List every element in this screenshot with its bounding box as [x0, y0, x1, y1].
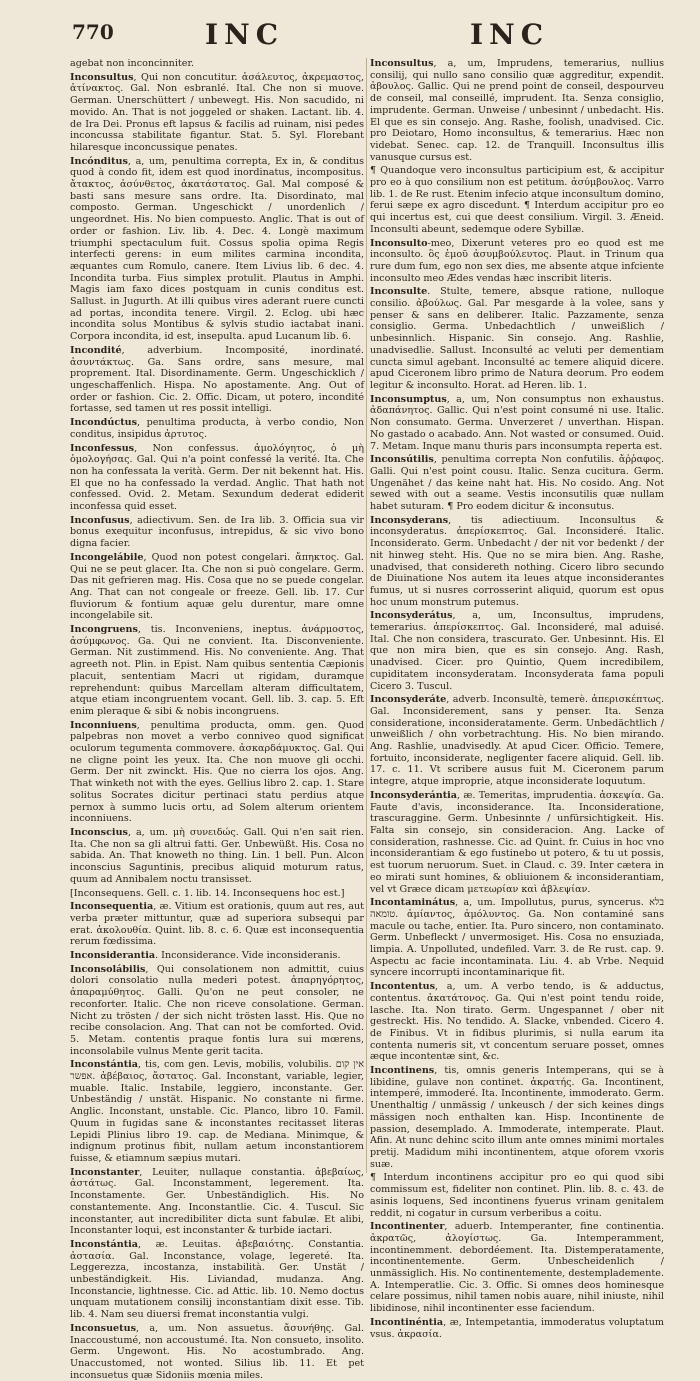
entry-text: , æ. Vitium est orationis, quum aut res, aut verba præter mittuntur, quæ ad superiora subsequi par erat. ἀκολουθία. Quint. lib. 8. c. 6. Quæ est inconsequentia rerum fœdissima. [70, 901, 364, 948]
dictionary-entry [70, 1239, 364, 1321]
running-head-left: INC [205, 18, 284, 51]
entry-headword: Inconsyderántia [370, 789, 458, 801]
dictionary-entry [70, 156, 364, 343]
dictionary-entry [70, 552, 364, 622]
entry-text: , Leuiter, nullaque constantia. ἀβεβαίως, ἀστάτως. Gal. Inconstamment, legerement. Ita. Inconstamente. Ger. Unbeständiglich. His. No constantemente. Ang. Inconstantlie. Cic. 4. Tuscul. Sic inconstanter, aut incredibiliter dicta sunt fabulæ. Et alibi, Inconstanter loqui, est inconstanter & turbide iactari. [70, 1166, 364, 1237]
entry-headword: Inconstántia [70, 1059, 138, 1071]
entry-text: , a, um. A verbo tendo, is & adductus, contentus. ἀκατάτονος. Ga. Qui n'est point tendu roide, lasche. Ita. Non tirato. Germ. Ungespannet / ober nit gestreckt. His. No tendido. A. Slacke, vnbended. Cicero 4. de Finibus. Vt in fidibus plurimis, si nulla earum ita contenta numeris sit, vt concentum seruare posset, omnes æque incontentæ sint, &c. [370, 981, 664, 1063]
entry-text: , adverb. Inconsultè, temerè. ἀπερισκέπτως. Gal. Inconsiderement, sans y penser. Ita. Senza consideratione, inconsideratamente. Germ. Unbedächtlich / unweißlich / ohn vorbetrachtung. His. No bien mirando. Ang. Rashlie, unadvisedly. At apud Cicer. Officio. Temere, fortuito, inconsiderate, negligenter facere aliquid. Gell. lib. 17. c. 11. Vt scribere ausus fuit M. Ciceronem parum integre, atque improprie, atque inconsiderate loquutum. [370, 694, 664, 788]
entry-text: , Non confessus. ἀμολόγητος, ὁ μὴ ὁμολογήσας. Gal. Qui n'a point confessé la verité. Ita. Che non ha confessata la verità. Germ. Der nit bekennt hat. His. El que no ha confessado la verdad. Anglic. That hath not confessed. Ovid. 2. Metam. Sexundum dederat ediderit inconfessa quid esset. [70, 442, 364, 513]
right-column [370, 58, 664, 1340]
entry-text: ¶ Quandoque vero inconsultus participium est, & accipitur pro eo à quo consilium non est petitum. ἀσύμβουλος. Varro lib. 1. de Re rust. Etenim infecio atque inconsultum domino, ferui sæpe ex agro discedunt. ¶ Interdum accipitur pro eo qui incertus est, cui que deest consilium. Virgil. 3. Æneid. Inconsulti abeunt, sedemque odere Sybillæ. [370, 165, 664, 235]
entry-headword: Inconsolábilis [70, 963, 146, 975]
dictionary-entry [370, 1221, 664, 1315]
entry-text: , a, um. Impollutus, purus, syncerus. בלא טומאה. ἀμίαντος, ἀμόλυντος. Ga. Non contaminé sans macule ou tache, entier. Ita. Puro sincero, non contaminato. Germ. Unbefleckt / unvermosiget. His. Cosa no ensuziada, limpia. A. Unpolluted, undefiled. Varr. 3. de Re rust. cap. 9. Aspectu ac facie incontaminata. Liu. 4. ab Vrbe. Nequid syncere incorrupti incontaminarique fit. [370, 897, 664, 979]
entry-text: . Inconsiderance. Vide inconsideranis. [155, 950, 341, 962]
entry-headword: Inconsyderátus [370, 610, 453, 622]
dictionary-entry [70, 417, 364, 440]
page-number: 770 [72, 20, 114, 44]
entry-headword: Inconsulto [370, 237, 428, 249]
entry-headword: Incondúctus [70, 417, 138, 429]
entry-headword: Incontaminátus [370, 897, 456, 909]
dictionary-entry [370, 286, 664, 391]
entry-text: , tis, omnis generis Intemperans, qui se à libidine, gulave non continet. ἀκρατής. Ga. Incontinent, intemperé, immoderé. Ita. Incontinente, immoderato. Germ. Unenthaltig / unmässig / unkeusch / der sich keines dings mässigen noch enthalten kan. Hisp. Incontinente de passion, desemplado. A. Immoderate, intemperate. Plaut. Afin. At nunc dehinc scito illum ante omnes minimi mortales pretij. Madidum mihi incontinentem, atque oforem vxoris suæ. [370, 1065, 664, 1170]
entry-text: , æ. Temeritas, imprudentia. ἀσκεψία. Ga. Faute d'avis, inconsiderance. Ita. Inconsideratione, trascuraggine. Germ. Unbesinnte / unfürsichtigkeit. His. Falta sin consejo, sin consideracion. Ang. Lacke of consideration, rashnesse. Cic. ad Quint. fr. Cuius in hoc vno inconsiderantiam & ego fustinebo ut potero, & tu ut possis, est tuorum neruorum. Suet. in Claud. c. 39. Inter cætera in eo mirati sunt homines, & obliuionem & inconsiderantiam, vel vt Græce dicam μετεωρίαν καὶ ἀβλεψίαν. [370, 789, 664, 895]
entry-text: , a, um. Non assuetus. ἄσυνήθης. Gal. Inaccoustumé, non accoustumé. Ita. Non consueto, insolito. Germ. Ungewont. His. No acostumbrado. Ang. Unaccustomed, not wonted. Silius lib. 11. Et pet inconsuetus quæ Sidoniis mœnia miles. [70, 1322, 364, 1381]
entry-text: , æ, Intempetantia, immoderatus voluptatum vsus. ἀκρασία. [370, 1316, 664, 1340]
entry-headword: Inconniuens [70, 719, 137, 731]
entry-headword: Inconsiderantia [70, 950, 156, 962]
dictionary-entry [370, 454, 664, 513]
entry-headword: Inconsuetus [70, 1322, 136, 1334]
entry-headword: Inconsulte [370, 286, 428, 298]
entry-headword: Incontinéntia [370, 1316, 444, 1328]
dictionary-entry [70, 950, 364, 962]
dictionary-entry [70, 720, 364, 825]
dictionary-entry [370, 981, 664, 1063]
dictionary-entry [370, 694, 664, 788]
dictionary-entry [70, 72, 364, 154]
entry-text: , penultima producta, à verbo condio, Non conditus, insipidus ἀρτυτος. [70, 417, 364, 440]
entry-headword: Inconfusus [70, 514, 130, 526]
entry-headword: Incontinens [370, 1065, 435, 1077]
entry-headword: Inconsumptus [370, 393, 447, 405]
entry-headword: Incontentus [370, 981, 435, 993]
entry-headword: Inconsyderans [370, 514, 449, 526]
entry-text: , Qui consolationem non admittit, cuius dolori consolatio nulla mederi potest. ἀπαρηγόρητος, ἀπαραμύθητος. Galli. Qu'on ne peut consoler, ne reconforter. Italic. Che non riceve consolatione. German. Nicht zu trösten / der sich nicht trösten lasst. His. Que no recibe consolacion. Ang. That can not be comforted. Ovid. 5. Metam. contentis praque fontis lura sui mœrens, inconsolabile vulnus Mente gerit tacita. [70, 963, 364, 1057]
entry-headword: Inconstanter [70, 1166, 140, 1178]
dictionary-entry [70, 827, 364, 886]
entry-headword: Incongruens [70, 624, 138, 636]
entry-text: , penultima correpta Non confutilis. ἄῤῥαφος. Galli. Qui n'est point cousu. Italic. Senza cucitura. Germ. Ungenähet / das keine naht hat. His. No cosido. Ang. Not sewed with out a seame. Vestis inconsutilis quæ nullam habet suturam. ¶ Pro eodem dicitur & inconsutus. [370, 454, 664, 513]
entry-headword: Inconfessus [70, 442, 135, 454]
dictionary-entry [370, 165, 664, 235]
entry-headword: Inconsultus [70, 71, 134, 83]
entry-text: , tis, com gen. Levis, mobilis, volubilis. אין קום אפשר. ἀβέβαιος, ἄστατος. Gal. Inconstant, variable, legier, muable. Italic. Instabile, leggiero, inconstante. Ger. Unbeständig / unstät. Hispanic. No constante ni firme. Anglic. Inconstant, unstable. Cic. Planco, libro 10. Famil. Quum in fugidas sane & inconstantes recitasset literas Lepidi Plinius libro 19. cap. de Mediana. Minimque, & indignum protinus fibit, nullam aetum inconstantiorem fuisse, & etiamnum sæpius mutari. [70, 1059, 364, 1164]
entry-text: , a, um, penultima correpta, Ex in, & conditus quod à condo fit, idem est quod inordinatus, incompositus. ἄτακτος, ἀσύνθετος, ἀκατάστατος. Gal. Mal composé & basti sans mesure sans ordre. Ita. Disordinato, mal composto. German. Ungeschickt / unordenlich / ungeordnet. His. No bien compuesto. Anglic. That is out of order or fashion. Liv. lib. 4. Dec. 4. Longè maximum triumphi spectaculum fuit. Cossus spolia opima Regis interfecti gerens: in eum milites carmina incondita, æquantes cum Romulo, canere. Item Livius lib. 6 dec. 4. Incondita turba. Fius simplex protulit. Plautus in Amphi. Magis iam faxo dices postquam in cunis conditus est. Sallust. in Jugurth. At illi quibus vires aderant ruere cuncti ad portas, incondita tenere. Virgil. 2. Eclog. ubi hæc incondita solus Montibus & sylvis studio iactabat inani. Corpora incondita, id est, insepulta. apud Lucanum lib. 6. [70, 155, 364, 343]
left-column [70, 58, 364, 1381]
entry-text: , Quod non potest congelari. ἄπηκτος. Gal. Qui ne se peut glacer. Ita. Che non si può congelare. Germ. Das nit gefrieren mag. His. Cosa que no se puede congelar. Ang. That can not congeale or freeze. Gell. lib. 17. Cur fluviorum & fontium aquæ gelu durentur, mare omne incongelabile sit. [70, 551, 364, 622]
running-head-right: INC [470, 18, 549, 51]
entry-text: ¶ Interdum incontinens accipitur pro eo qui quod sibi commissum est, fideliter non continet. Plin. lib. 8. c. 43. de asinis loquens, Sed incontinens fyuerus vrinam genitalem reddit, ni cogatur in cursum verberibus a coitu. [370, 1172, 664, 1219]
entry-headword: Incongelábile [70, 551, 144, 563]
entry-headword: Incontinenter [370, 1221, 445, 1233]
column-rule [366, 58, 367, 1173]
dictionary-entry [70, 515, 364, 550]
dictionary-entry [70, 1059, 364, 1164]
entry-text: , tis. Inconveniens, ineptus. ἀνάρμοστος, ἀσύμφωνος. Ga. Qui ne convient. Ita. Disconveniente. German. Nit zustimmend. His. No conveniente. Ang. That agreeth not. Plin. in Epist. Nam quibus sententia Cæpionis placuit, sententiam Macri ut rigidam, duramque reprehendunt: quibus Marcellam alteram difficultatem, atque etiam incongruentem vocant. Gell. lib. 3. cap. 5. Eft enim pleraque & sibi & nobis incongruens. [70, 624, 364, 717]
dictionary-entry [70, 624, 364, 718]
dictionary-entry [70, 443, 364, 513]
entry-headword: Inconsultus [370, 58, 434, 69]
entry-text: , adverbium. Incomposité, inordinaté. ἀσυντάκτως. Ga. Sans ordre, sans mesure, mal proprement. Ital. Disordinamente. Germ. Ungeschicklich / ungeschaffenlich. Hispa. No apostamente. Ang. Out of order or fashion. Cic. 2. Offic. Dicam, ut potero, incondité fortasse, sed tamen ut res possit intelligi. [70, 344, 364, 415]
dictionary-entry [70, 58, 364, 70]
entry-text: , penultima producta, omm. gen. Quod palpebras non movet a verbo conniveo quod significat oculorum tegumenta commovere. ἀσκαρδάμυκτος. Gal. Qui ne cligne point les yeux. Ita. Che non muove gli occhi. Germ. Der nit zwinckt. His. Que no cierra los ojos. Ang. That winketh not with the eyes. Gellius libro 2. cap. 1. Stare solitus Socrates dicitur pertinaci statu perdius atque pernox à summo lucis ortu, ad Solem alterum orientem inconniuens. [70, 719, 364, 825]
dictionary-entry [370, 394, 664, 453]
dictionary-entry [70, 1323, 364, 1381]
entry-headword: Inconscius [70, 827, 128, 838]
entry-text: , a, um, Imprudens, temerarius, nullius consilij, qui nullo sano consilio quæ aggreditur, expendit. ἀβουλος. Gallic. Qui ne prend point de conseil, despourveu de conseil, mal conseillé, imprudent. Ita. Senza consiglio, imprudente. German. Unweise / unbesinnt / unbedacht. His. El que es sin consejo. Ang. Rashe, foolish, unadvised. Cic. pro Deiotaro, Homo inconsultus, & temerarius. Hæc non videbat. Senec. cap. 12. de Tranquill. Inconsultus illis vanusque cursus est. [370, 58, 664, 163]
dictionary-entry [370, 1065, 664, 1170]
entry-text: , adiectivum. Sen. de Ira lib. 3. Officia sua vir bonus exequitur inconfusus, intrepidus, & sic vivo bono digna facier. [70, 514, 364, 550]
dictionary-entry [70, 1167, 364, 1237]
dictionary-entry [70, 901, 364, 948]
entry-text: , a, um. μὴ συνειδώς. Gall. Qui n'en sait rien. Ita. Che non sa gli altrui fatti. Ger. Unbewüßt. His. Cosa no sabida. An. That knoweth no thing. Lin. 1 bell. Pun. Alcon inconscius Saguntinis, precibus aliquid moturum ratus, quum ad Annibalem noctu transisset. [70, 827, 364, 885]
entry-text: , a, um, Inconsultus, imprudens, temerarius. ἀπερίσκεπτος. Gal. Inconsideré, mal aduisé. Ital. Che non considera, trascurato. Ger. Unbesinnt. His. El que non mira bien, que es sin consejo. Ang. Rash, unadvised. Cicer. pro Quintio, Quem incredibilem, cupiditatem inconsyderatam. Inconsyderata fama populi Cicero 3. Tuscul. [370, 610, 664, 692]
dictionary-entry [370, 238, 664, 285]
entry-text: agebat non inconcinniter. [70, 58, 195, 69]
entry-text: , a, um, Non consumptus non exhaustus. ἀδαπάνητος. Gallic. Qui n'est point consumé ni use. Italic. Non consumato. Germa. Unverzeret / unverthan. Hispan. No gastado o acabado. Ann. Not wasted or consumed. Ouid. 7. Metam. Inque manu thuris pars inconsumpta reperta est. [370, 393, 664, 452]
dictionary-entry [370, 58, 664, 163]
dictionary-entry [370, 897, 664, 979]
entry-text: . Stulte, temere, absque ratione, nulloque consilio. ἀβούλως. Gal. Par mesgarde à la volee, sans y penser & sans en deliberer. Italic. Pazzamente, senza consiglio. Germa. Unbedachtlich / unweißlich / unbesinnlich. Hispanic. Sin consejo. Ang. Rashlie, unadvisedlie. Sallust. Inconsulté ac veluti per dementiam cuncta simul agebant. Inconsulté ac temere aliquid dicere. apud Ciceronem libro primo de Natura deorum. Pro eodem legitur & inconsulto. Horat. ad Heren. lib. 1. [370, 286, 664, 391]
page-header [0, 18, 700, 54]
dictionary-entry [70, 964, 364, 1058]
entry-headword: Inconsequentia [70, 901, 154, 913]
entry-text: , æ. Leuitas. ἀβεβαιότης. Constantia. ἀστασία. Gal. Inconstance, volage, legereté. Ita. Leggerezza, incostanza, instabilità. Ger. Unstät / unbeständigkeit. His. Liviandad, mudanza. Ang. Inconstancie, lightnesse. Cic. ad Attic. lib. 10. Nemo doctus unquam mutationem consilij inconstantiam dixit esse. Tib. lib. 4. Nam seu diuersi fremat inconstantia vulgi. [70, 1238, 364, 1321]
entry-text: , tis adiectiuum. Inconsultus & inconsyderatus. ἀπερίσκεπτος. Gal. Inconsideré. Italic. Inconsiderato. Germ. Unbedacht / der nit vor bedenkt / der nit hinweg steht. His. Que no se mira bien. Ang. Rashe, unadvised, that considereth nothing. Cicero libro secundo de Diuinatione Nos autem ita leues atque inconsiderantes fumus, ut si nusres corrosserint aliquid, quorum est opus hoc unum monstrum putemus. [370, 514, 664, 608]
entry-headword: Incónditus [70, 155, 128, 167]
dictionary-entry [370, 610, 664, 692]
entry-text: -meo, Dixerunt veteres pro eo quod est me inconsulto. ὃς ἐμοῦ ἀσυμβούλευτος. Plaut. in Trinum qua rure dum fum, ego non sex dies, me absente atque infciente inconsulto meo Ædes vendas hæc inscribit literis. [370, 237, 664, 284]
dictionary-entry [70, 888, 364, 900]
entry-headword: Incondité [70, 344, 122, 356]
entry-text: , Qui non concutitur. ἀσάλευτος, ἀκρεμαστος, ἀτίνακτος. Gal. Non esbranlé. Ital. Che non si muove. German. Unerschüttert / unbewegt. His. Non sacudido, ni movido. An. That is not joggeled or shaken. Lactant. lib. 4. de Ira Dei. Pronus eft lapsus & facilis ad ruinam, nisi pedes inconcussa stabilitate figantur. Stat. 5. Syl. Florebant hilaresque inconcussique penates. [70, 71, 364, 153]
dictionary-entry [370, 1172, 664, 1219]
dictionary-entry [370, 515, 664, 609]
dictionary-entry [370, 790, 664, 895]
entry-headword: Inconsyderáte [370, 694, 447, 706]
dictionary-entry [370, 1317, 664, 1340]
dictionary-entry [70, 345, 364, 415]
entry-headword: Inconsútilis [370, 454, 434, 466]
entry-text: [Inconsequens. Gell. c. 1. lib. 14. Inconsequens hoc est.] [70, 887, 345, 899]
entry-headword: Inconstántia [70, 1238, 138, 1250]
entry-text: , aduerb. Intemperanter, fine continentia. ἀκρατῶς, ἀλογίστως. Ga. Intemperamment, incontinemment. debordéement. Ita. Distemperatamente, incontinentemente. Germ. Unbescheidenlich / unmässiglich. His. No continentemente, destemplademente. A. Intemperatlie. Cic. 3. Offic. Si omnes deos hominesque celare possimus, nihil tamen nobis auare, nihil iniuste, nihil libidinose, nihil incontinenter esse faciendum. [370, 1221, 664, 1315]
